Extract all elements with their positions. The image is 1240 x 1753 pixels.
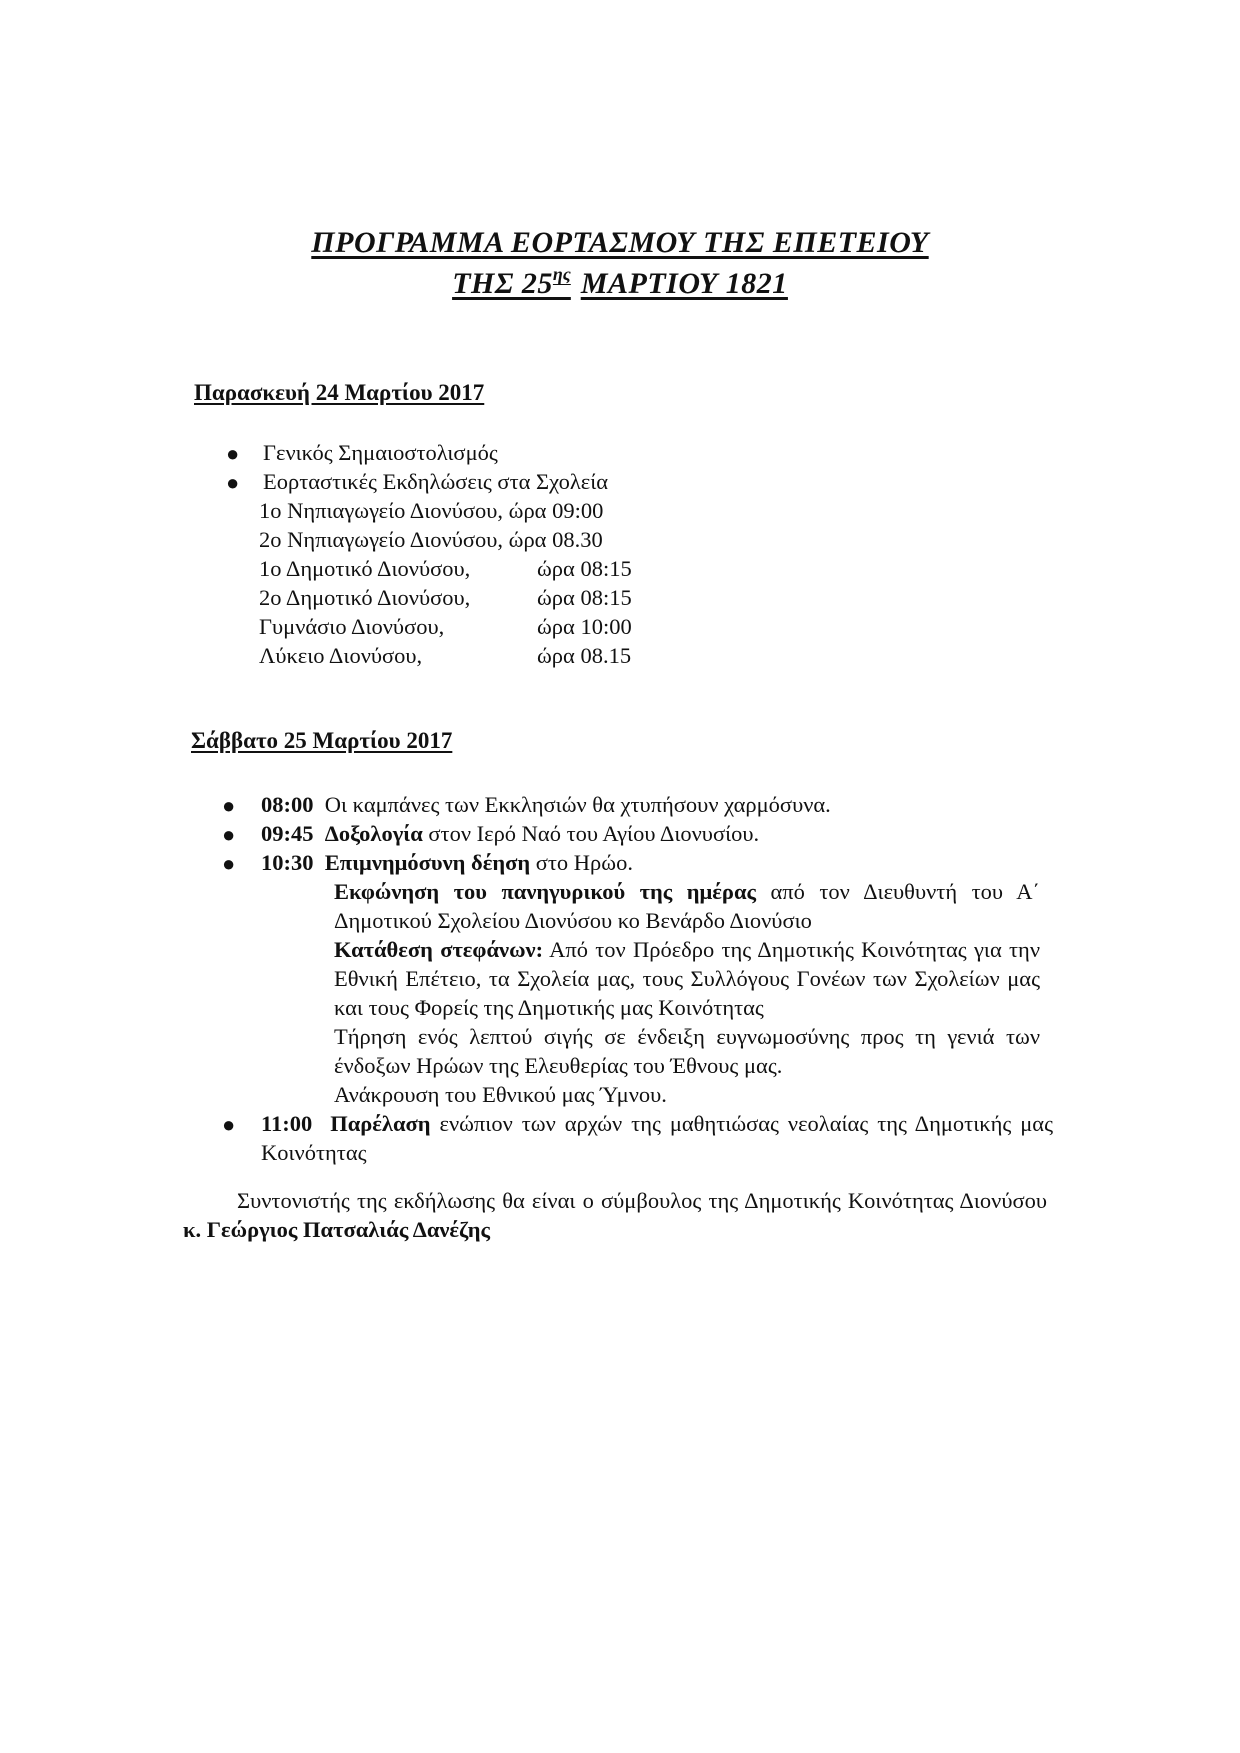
schedule-item-0800: 08:00 Οι καμπάνες των Εκκλησιών θα χτυπήσουν χαρμόσυνα. <box>261 792 831 817</box>
bullet-icon: ● <box>226 470 240 495</box>
bullet-icon: ● <box>222 1112 236 1137</box>
coordinator-paragraph: Συντονιστής της εκδήλωσης θα είναι ο σύμβουλος της Δημοτικής Κοινότητας Διονύσου κ. Γεώργιος Πατσαλιάς Δανέζης <box>183 1188 1047 1242</box>
day1-heading: Παρασκευή 24 Μαρτίου 2017 <box>194 380 485 405</box>
bullet-icon: ● <box>222 793 236 818</box>
schedule-item-1030: 10:30 Επιμνημόσυνη δέηση στο Ηρώο. <box>261 850 633 875</box>
school-row: Λύκειο Διονύσου, ώρα 08.15 <box>259 643 632 668</box>
wreath-paragraph: Κατάθεση στεφάνων: Από τον Πρόεδρο της Δημοτικής Κοινότητας για την Εθνική Επέτειο, τα Σχολεία μας, τους Συλλόγους Γονέων των Σχολείων μας και τους Φορείς της Δημοτικής μας Κοινότητας <box>334 937 1040 1020</box>
bullet-icon: ● <box>222 822 236 847</box>
document-title-line-1: ΠΡΟΓΡΑΜΜΑ ΕΟΡΤΑΣΜΟΥ ΤΗΣ ΕΠΕΤΕΙΟΥ <box>311 226 929 259</box>
bullet-icon: ● <box>226 441 240 466</box>
school-row: 1ο Δημοτικό Διονύσου, ώρα 08:15 <box>259 556 632 581</box>
speech-paragraph: Εκφώνηση του πανηγυρικού της ημέρας από τον Διευθυντή του Α΄ Δημοτικού Σχολείου Διονύσου κο Βενάρδο Διονύσιο <box>334 879 1040 933</box>
day1-bullet-1: Γενικός Σημαιοστολισμός <box>263 440 498 465</box>
schedule-item-0945: 09:45 Δοξολογία στον Ιερό Ναό του Αγίου Διονυσίου. <box>261 821 760 846</box>
school-row: 2ο Νηπιαγωγείο Διονύσου, ώρα 08.30 <box>259 527 603 552</box>
document-title-line-2: ΤΗΣ $25^{\eta\varsigma}$ ΜΑΡΤΙΟΥ 1821 <box>452 264 788 300</box>
silence-paragraph: Τήρηση ενός λεπτού σιγής σε ένδειξη ευγνωμοσύνης προς τη γενιά των ένδοξων Ηρώων της Ελευθερίας του Έθνους μας. <box>334 1024 1040 1078</box>
schedule-item-1100: 11:00 Παρέλαση ενώπιον των αρχών της μαθητιώσας νεολαίας της Δημοτικής μας Κοινότητας <box>261 1111 1054 1165</box>
school-row: 1ο Νηπιαγωγείο Διονύσου, ώρα 09:00 <box>259 498 604 523</box>
bullet-icon: ● <box>222 851 236 876</box>
school-row: Γυμνάσιο Διονύσου, ώρα 10:00 <box>259 614 632 639</box>
day2-heading: Σάββατο 25 Μαρτίου 2017 <box>191 728 453 753</box>
school-row: 2ο Δημοτικό Διονύσου, ώρα 08:15 <box>259 585 632 610</box>
day1-bullet-2: Εορταστικές Εκδηλώσεις στα Σχολεία <box>263 469 609 494</box>
anthem-line: Ανάκρουση του Εθνικού μας Ύμνου. <box>334 1082 667 1107</box>
